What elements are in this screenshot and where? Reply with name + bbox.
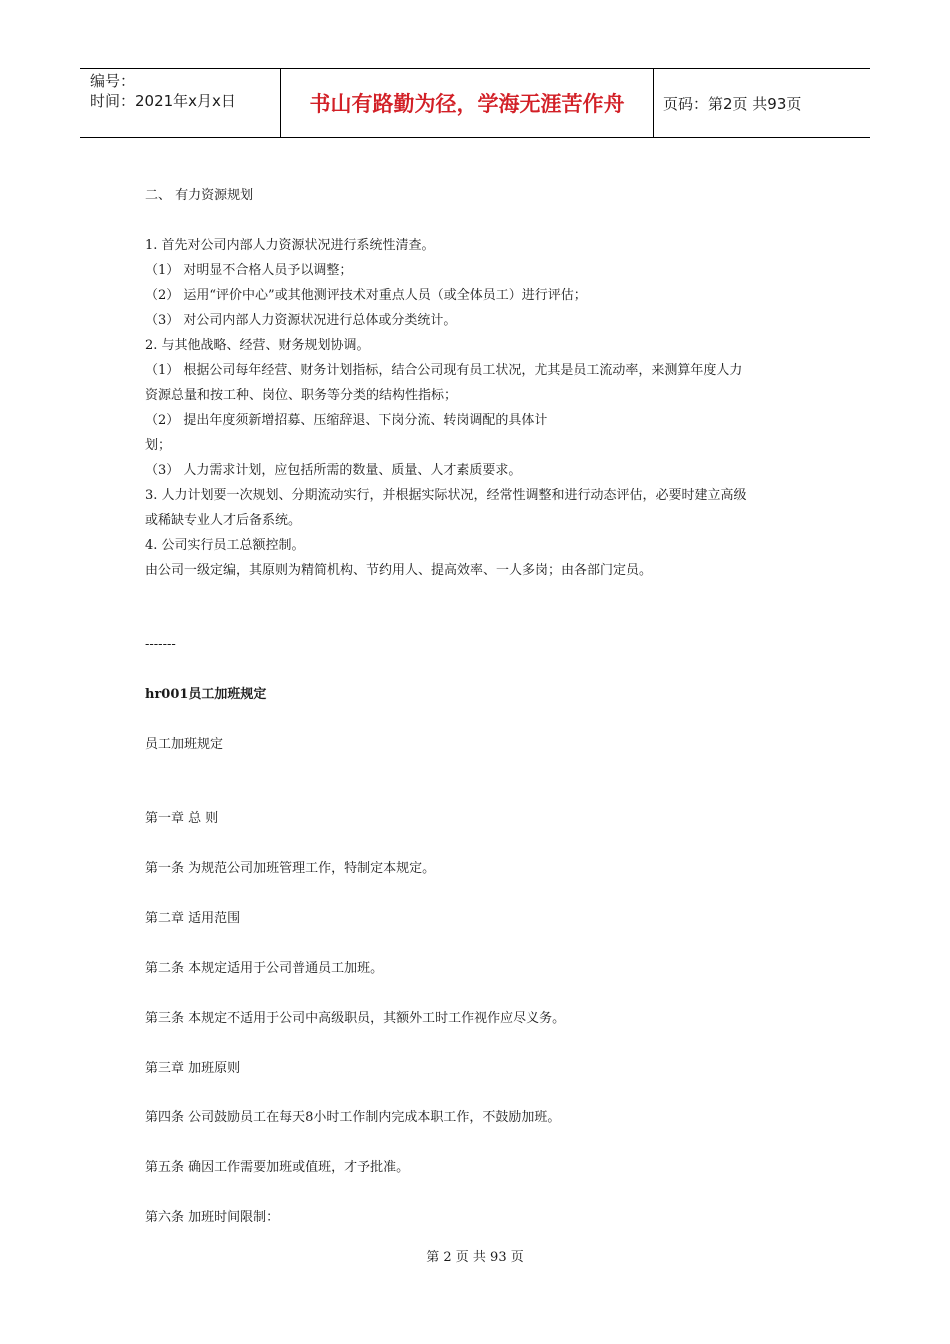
article-line: 第五条 确因工作需要加班或值班，才予批准。 xyxy=(145,1160,410,1175)
article-line: 第二条 本规定适用于公司普通员工加班。 xyxy=(145,961,384,976)
article-line: 第四条 公司鼓励员工在每天8小时工作制内完成本职工作，不鼓励加班。 xyxy=(145,1110,561,1125)
chapter-heading: 第三章 加班原则 xyxy=(145,1061,241,1076)
article-line: 第一条 为规范公司加班管理工作，特制定本规定。 xyxy=(145,861,436,876)
text-line: 1. 首先对公司内部人力资源状况进行系统性清查。 xyxy=(145,238,435,253)
article-line: 第三条 本规定不适用于公司中高级职员，其额外工时工作视作应尽义务。 xyxy=(145,1011,566,1026)
page-header xyxy=(80,68,870,138)
separator-text: ------- xyxy=(145,637,176,652)
header-time-label: 时间：2021年x月x日 xyxy=(90,92,236,110)
text-line: （3） 对公司内部人力资源状况进行总体或分类统计。 xyxy=(145,313,457,328)
header-meta xyxy=(80,69,281,137)
section-heading: 二、 有力资源规划 xyxy=(145,188,254,203)
chapter-heading: 第二章 适用范围 xyxy=(145,911,241,926)
document-subtitle: 员工加班规定 xyxy=(145,737,224,752)
text-line: 4. 公司实行员工总额控制。 xyxy=(145,538,305,553)
article-line: 第六条 加班时间限制： xyxy=(145,1210,280,1225)
text-line: 资源总量和按工种、岗位、职务等分类的结构性指标； xyxy=(145,388,458,403)
header-number-label: 编号： xyxy=(90,72,136,90)
page-footer: 第 2 页 共 93 页 xyxy=(426,1250,524,1265)
text-line: 2. 与其他战略、经营、财务规划协调。 xyxy=(145,338,370,353)
text-line: 划； xyxy=(145,438,172,453)
text-line: （1） 根据公司每年经营、财务计划指标，结合公司现有员工状况，尤其是员工流动率，来测算年度人力 xyxy=(145,363,743,378)
text-line: 由公司一级定编，其原则为精简机构、节约用人、提高效率、一人多岗；由各部门定员。 xyxy=(145,563,653,578)
header-page-info: 页码：第2页 共93页 xyxy=(663,94,802,113)
text-line: （2） 运用“评价中心”或其他测评技术对重点人员（或全体员工）进行评估； xyxy=(145,288,587,303)
header-motto: 书山有路勤为径，学海无涯苦作舟 xyxy=(281,69,654,137)
text-line: （1） 对明显不合格人员予以调整； xyxy=(145,263,353,278)
text-line: 3. 人力计划要一次规划、分期流动实行，并根据实际状况，经常性调整和进行动态评估，必要时建立高级 xyxy=(145,488,747,503)
document-title: hr001员工加班规定 xyxy=(145,687,267,702)
chapter-heading: 第一章 总 则 xyxy=(145,811,219,826)
text-line: （2） 提出年度须新增招募、压缩辞退、下岗分流、转岗调配的具体计 xyxy=(145,413,548,428)
text-line: 或稀缺专业人才后备系统。 xyxy=(145,513,302,528)
text-line: （3） 人力需求计划，应包括所需的数量、质量、人才素质要求。 xyxy=(145,463,522,478)
